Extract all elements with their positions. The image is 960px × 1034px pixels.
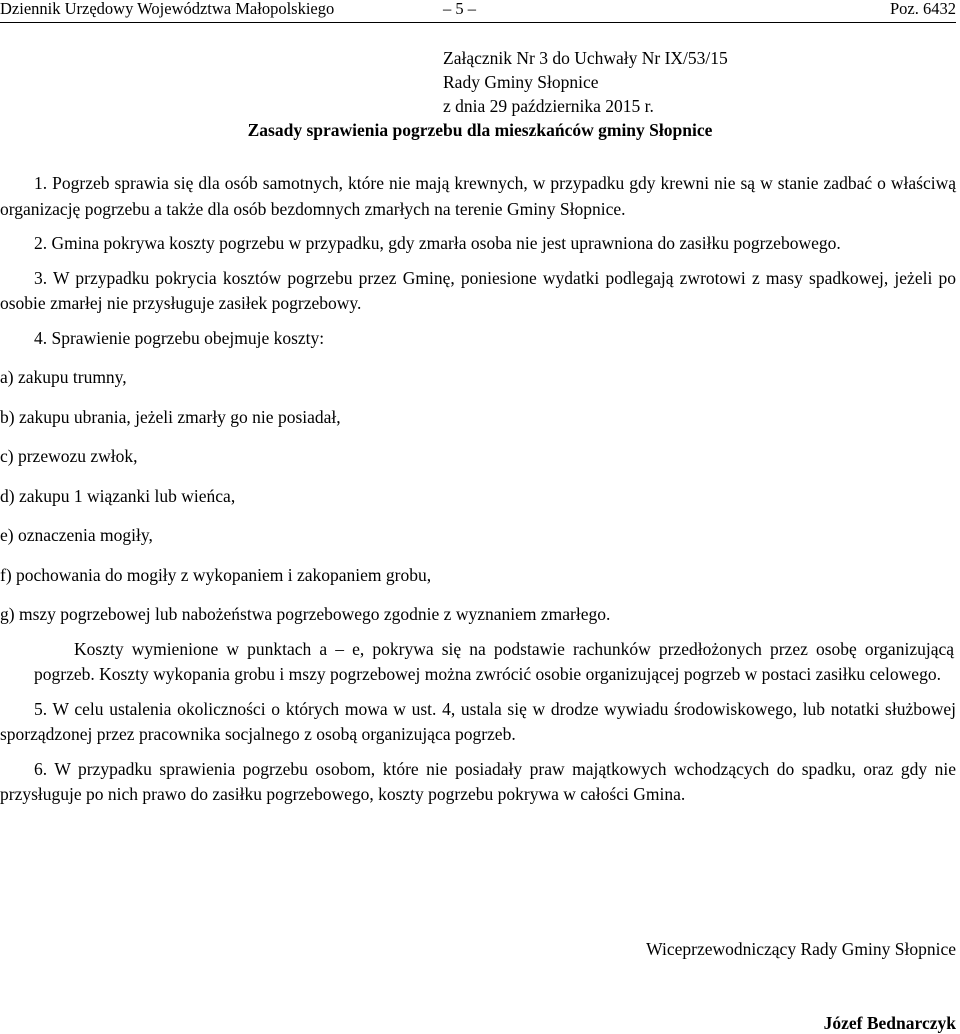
paragraph-2: 2. Gmina pokrywa koszty pogrzebu w przypadku, gdy zmarła osoba nie jest uprawniona do zasiłku pogrzebowego. [34, 233, 841, 253]
journal-title: Dziennik Urzędowy Województwa Małopolskiego [0, 0, 335, 18]
position-number: Poz. 6432 [890, 0, 956, 18]
paragraph-3: 3. W przypadku pokrycia kosztów pogrzebu przez Gminę, poniesione wydatki podlegają zwrotowi z masy spadkowej, jeżeli po osobie zmarłej nie przysługuje zasiłek pogrzebowy. [0, 267, 956, 313]
list-item-b: b) zakupu ubrania, jeżeli zmarły go nie posiadał, [0, 406, 341, 427]
paragraph-5: 5. W celu ustalenia okoliczności o których mowa w ust. 4, ustala się w drodze wywiadu środowiskowego, lub notatki służbowej sporządzonej przez pracownika socjalnego z osobą organizująca pogrzeb. [0, 698, 956, 744]
signature-name: Józef Bednarczyk [823, 1013, 956, 1033]
signature-role: Wiceprzewodniczący Rady Gminy Słopnice [646, 939, 956, 959]
page-number: – 5 – [443, 0, 476, 18]
page-header [0, 0, 956, 23]
document-title: Zasady sprawienia pogrzebu dla mieszkańców gminy Słopnice [247, 120, 713, 140]
list-item-c: c) przewozu zwłok, [0, 446, 138, 466]
annex-line-3: z dnia 29 października 2015 r. [443, 96, 654, 116]
paragraph-1: 1. Pogrzeb sprawia się dla osób samotnych, które nie mają krewnych, w przypadku gdy krewni nie są w stanie zadbać o właściwą organizację pogrzebu a także dla osób bezdomnych zmarłych na terenie Gminy Słopnice. [0, 173, 956, 219]
list-item-a: a) zakupu trumny, [0, 367, 127, 387]
annex-line-2: Rady Gminy Słopnice [443, 72, 599, 92]
list-item-g: g) mszy pogrzebowej lub nabożeństwa pogrzebowego zgodnie z wyznaniem zmarłego. [0, 604, 611, 624]
annex-block [443, 46, 728, 118]
paragraph-6: 6. W przypadku sprawienia pogrzebu osobom, które nie posiadały praw majątkowych wchodzących do spadku, oraz gdy nie przysługuje po nich prawo do zasiłku pogrzebowego, koszty pogrzebu pokrywa w całości Gmina. [0, 758, 956, 804]
annex-line-1: Załącznik Nr 3 do Uchwały Nr IX/53/15 [443, 48, 728, 68]
list-item-e: e) oznaczenia mogiły, [0, 525, 153, 545]
paragraph-4: 4. Sprawienie pogrzebu obejmuje koszty: [34, 327, 325, 348]
document-body [0, 171, 956, 817]
costs-note: Koszty wymienione w punktach a – e, pokrywa się na podstawie rachunków przedłożonych przez osobę organizującą pogrzeb. Koszty wykopania grobu i mszy pogrzebowej można zwrócić osobie organizującej pogrzeb w postaci zasiłku celowego. [34, 638, 954, 684]
list-item-d: d) zakupu 1 wiązanki lub wieńca, [0, 485, 236, 506]
list-item-f: f) pochowania do mogiły z wykopaniem i zakopaniem grobu, [0, 564, 432, 585]
